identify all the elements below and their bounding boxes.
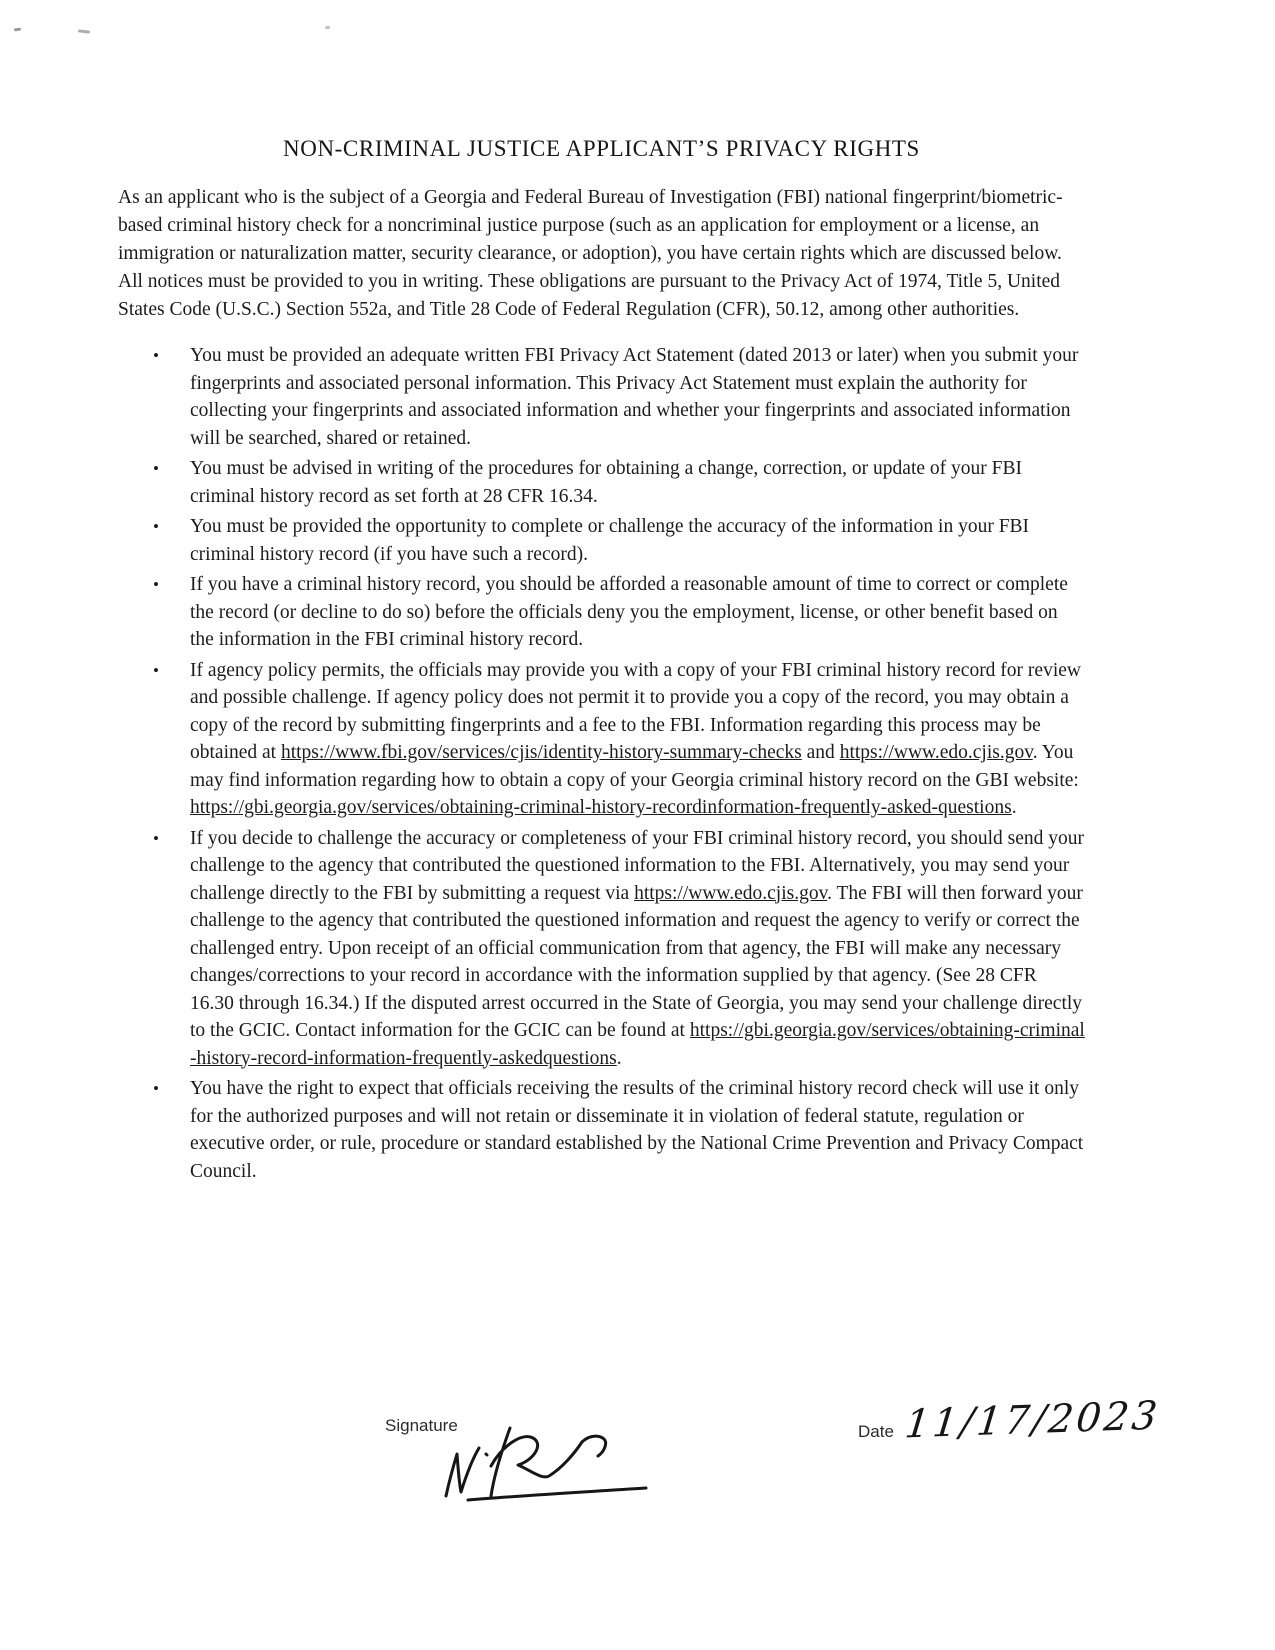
document-link[interactable]: https://gbi.georgia.gov/services/obtaining-criminal-history-record-information-frequently-askedquestions xyxy=(190,1020,1085,1069)
scan-artifact xyxy=(78,29,90,33)
handwritten-signature xyxy=(428,1392,663,1542)
bullet-text: and xyxy=(801,742,840,763)
bullet-text: You must be provided an adequate written FBI Privacy Act Statement (dated 2013 or later) when you submit your fingerprints and associated personal information. This Privacy Act Statement must explain the authority for collecting your fingerprints and associated information and whether your fingerprints and associated information will be searched, shared or retained. xyxy=(190,345,1079,449)
rights-bullet-list xyxy=(118,342,1085,1185)
bullet-text: . xyxy=(616,1047,622,1069)
handwritten-date: 11/17/2023 xyxy=(902,1393,1163,1448)
bullet-text: . You may find information regarding how to obtain a copy of your Georgia criminal history record on the GBI website: xyxy=(190,742,1079,791)
rights-bullet-item xyxy=(190,571,1085,654)
rights-bullet-item xyxy=(190,513,1085,568)
document-link[interactable]: https://gbi.georgia.gov/services/obtaining-criminal-history-recordinformation-frequently-asked-questions xyxy=(190,797,1012,818)
bullet-text: If agency policy permits, the officials may provide you with a copy of your FBI criminal history record for review and possible challenge. If agency policy does not permit it to provide you a copy of the record, you may obtain a copy of the record by submitting fingerprints and a fee to the FBI. Information regarding this process may be obtained at xyxy=(190,659,1081,763)
signature-block xyxy=(0,1392,1275,1572)
document-link[interactable]: https://www.edo.cjis.gov xyxy=(634,882,828,904)
rights-bullet-item xyxy=(190,825,1085,1073)
page-title: NON-CRIMINAL JUSTICE APPLICANT’S PRIVACY RIGHTS xyxy=(283,136,920,161)
document-link[interactable]: https://www.edo.cjis.gov xyxy=(839,742,1033,763)
date-label: Date xyxy=(858,1422,894,1441)
bullet-text: . xyxy=(1011,797,1017,818)
intro-paragraph: As an applicant who is the subject of a Georgia and Federal Bureau of Investigation (FBI) national fingerprint/biometric-based criminal history check for a noncriminal justice purpose (such as an application for employment or a license, an immigration or naturalization matter, security clearance, or adoption), you have certain rights which are discussed below. All notices must be provided to you in writing. These obligations are pursuant to the Privacy Act of 1974, Title 5, United States Code (U.S.C.) Section 552a, and Title 28 Code of Federal Regulation (CFR), 50.12, among other authorities. xyxy=(118,187,1063,320)
rights-bullet-item xyxy=(190,1075,1085,1185)
bullet-text: . The FBI will then forward your challenge to the agency that contributed the questioned information and request the agency to verify or correct the challenged entry. Upon receipt of an official communication from that agency, the FBI will make any necessary changes/corrections to your record in accordance with the information supplied by that agency. (See 28 CFR 16.30 through 16.34.) If the disputed arrest occurred in the State of Georgia, you may send your challenge directly to the GCIC. Contact information for the GCIC can be found at xyxy=(190,882,1083,1041)
rights-bullet-item xyxy=(190,657,1085,822)
bullet-text: If you have a criminal history record, you should be afforded a reasonable amount of time to correct or complete the record (or decline to do so) before the officials deny you the employment, license, or other benefit based on the information in the FBI criminal history record. xyxy=(190,574,1068,650)
bullet-text: If you decide to challenge the accuracy or completeness of your FBI criminal history record, you should send your challenge to the agency that contributed the questioned information to the FBI. Alternatively, you may send your challenge directly to the FBI by submitting a request via xyxy=(190,827,1085,904)
rights-bullet-item xyxy=(190,455,1085,510)
scan-artifact xyxy=(14,28,21,32)
scan-artifact xyxy=(325,26,330,29)
document-link[interactable]: https://www.fbi.gov/services/cjis/identity-history-summary-checks xyxy=(280,742,802,763)
rights-bullet-item xyxy=(190,342,1085,452)
signature-label: Signature xyxy=(385,1416,458,1435)
bullet-text: You must be advised in writing of the procedures for obtaining a change, correction, or update of your FBI criminal history record as set forth at 28 CFR 16.34. xyxy=(190,458,1022,507)
bullet-text: You have the right to expect that officials receiving the results of the criminal history record check will use it only for the authorized purposes and will not retain or disseminate it in violation of federal statute, regulation or executive order, or rule, procedure or standard established by the National Crime Prevention and Privacy Compact Council. xyxy=(190,1078,1084,1182)
bullet-text: You must be provided the opportunity to complete or challenge the accuracy of the information in your FBI criminal history record (if you have such a record). xyxy=(190,516,1030,565)
